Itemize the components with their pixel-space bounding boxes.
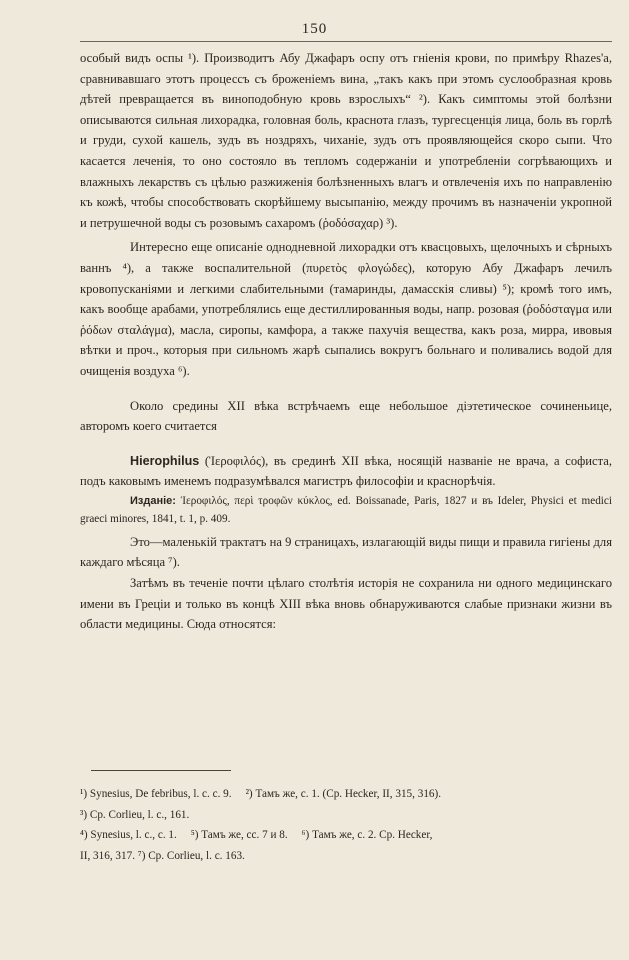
edition-note	[80, 492, 612, 528]
paragraph-smallpox-treatment: особый видъ оспы ¹). Производитъ Абу Джафаръ оспу отъ гніенія крови, по примѣру Rhazes'а, сравнивавшаго этотъ процессъ съ броженіемъ вина, „такъ какъ при этомъ суслообразная кровь дѣтей превращается въ виноподобную кровь взрослыхъ“ ²). Какъ симптомы этой болѣзни описываются сильная лихорадка, головная боль, краснота глазъ, тургесценція лица, боль въ горлѣ и груди, сухой кашель, зудъ въ ноздряхъ, чиханіе, зудъ отъ проявляющейся скоро сыпи. Что касается леченія, то оно состояло въ тепломъ содержаніи и употребленіи согрѣвающихъ и влажныхъ лекарствъ съ цѣлью разжиженія болѣзненныхъ влагъ и отвлеченія ихъ по направленію къ кожѣ, чтобы способствовать скорѣйшему высыпанію, между прочимъ въ назначеніи укропной и петрушечной воды съ розовымъ сахаромъ (ῥοδόσαχαρ) ³).	[80, 51, 612, 230]
paragraph-treatise: Это—маленькій трактатъ на 9 страницахъ, излагающій виды пищи и правила гигіены для каждаго мѣсяца ⁷).	[80, 534, 612, 570]
footnote-1: ¹) Synesius, De febribus, l. c. c. 9.	[80, 788, 232, 800]
main-text	[80, 48, 612, 635]
author-description: (Ἱεροφιλός), въ срединѣ XII вѣка, носящій названіе не врача, а софиста, подъ каковымъ именемъ подразумѣвался магистръ философіи и краснорѣчія.	[80, 453, 612, 489]
page-number: 150	[301, 21, 328, 37]
footnote-line	[80, 846, 612, 867]
footnote-line	[80, 825, 612, 846]
footnote-2: ²) Тамъ же, c. 1. (Cp. Hecker, II, 315, 316).	[245, 788, 442, 800]
footnote-3: ³) Cp. Corlieu, l. c., 161.	[80, 808, 190, 821]
paragraph-thirteenth-century: Затѣмъ въ теченіе почти цѣлаго столѣтія исторія не сохранила ни одного медицинскаго имени въ Греціи и только въ концѣ XIII вѣка вновь обнаруживаются слабые признаки жизни въ области медицины. Сюда относятся:	[80, 576, 612, 632]
footnote-divider	[91, 770, 231, 771]
footnote-line	[80, 784, 612, 805]
edition-text: Ἱεροφιλός, περὶ τροφῶν κύκλος, ed. Boissanade, Paris, 1827 и въ Ideler, Physici et medici graeci minores, 1841, t. 1, p. 409.	[80, 494, 612, 525]
footnote-6: ⁶) Тамъ же, c. 2. Cp. Hecker,	[301, 829, 433, 841]
page-header	[0, 20, 629, 38]
paragraph-fevers: Интересно еще описаніе однодневной лихорадки отъ квасцовыхъ, щелочныхъ и сѣрныхъ ваннъ ⁴), а также воспалительной (πυρετὸς φλογώδες), которую Абу Джафаръ лечилъ кровопусканіями и легкими слабительными (тамаринды, дамасскія сливы) ⁵); кромѣ того имъ, какъ вообще арабами, употреблялись еще дестиллированныя воды, напр. розовая (ῥοδόσταγμα или ῥόδων σταλάγμα), масла, сиропы, камфора, а также пахучія вещества, какъ роза, мирра, ивовыя вѣтки и проч., которыя при сильномъ жарѣ сыпались вокругъ больнаго и поливались водой для очищенія воздуха ⁶).	[80, 240, 612, 378]
footnote-4: ⁴) Synesius, l. c., c. 1.	[80, 829, 177, 841]
paragraph-hierophilus	[80, 451, 612, 492]
footnotes	[80, 784, 612, 866]
footnote-6-7: II, 316, 317. ⁷) Cp. Corlieu, l. c. 163.	[80, 849, 245, 862]
author-name: Hierophilus	[130, 453, 200, 468]
paragraph-twelfth-century: Около средины XII вѣка встрѣчаемъ еще небольшое діэтетическое сочиненьице, авторомъ коего считается	[80, 398, 612, 434]
footnote-line	[80, 805, 612, 826]
edition-label: Изданіе:	[130, 494, 176, 507]
header-divider	[80, 41, 612, 42]
footnote-5: ⁵) Тамъ же, cc. 7 и 8.	[190, 829, 288, 841]
